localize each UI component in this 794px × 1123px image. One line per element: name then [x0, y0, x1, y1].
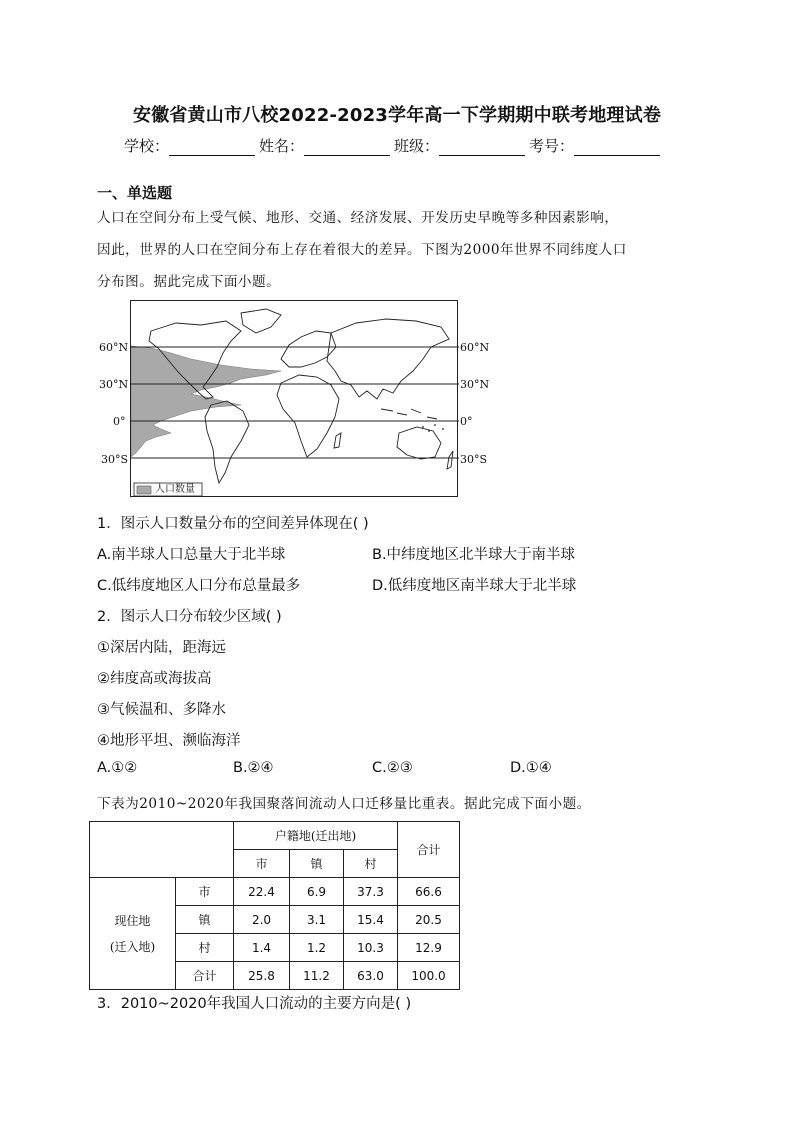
table-cell: 66.6: [398, 878, 460, 906]
name-label: 姓名：: [259, 137, 305, 155]
school-blank[interactable]: [169, 141, 255, 156]
q1-option-a[interactable]: A.南半球人口总量大于北半球: [97, 547, 286, 563]
q2-option-c[interactable]: C.②③: [372, 760, 413, 776]
table-cell: 12.9: [398, 934, 460, 962]
q2-item-3: ③气候温和、多降水: [97, 702, 226, 718]
table-cell: 2.0: [234, 906, 290, 934]
q2-option-b[interactable]: B.②④: [233, 760, 274, 776]
q2-item-4: ④地形平坦、濒临海洋: [97, 733, 241, 749]
table-cell: 25.8: [234, 962, 290, 990]
south-america-outline: [205, 401, 249, 483]
q2-item-2: ②纬度高或海拔高: [97, 671, 212, 687]
table-cell: 63.0: [344, 962, 398, 990]
table-row: [90, 878, 460, 906]
australia-outline: [397, 427, 441, 459]
q2-item-1: ①深居内陆，距海远: [97, 640, 226, 656]
table-cell: 22.4: [234, 878, 290, 906]
q2-option-d[interactable]: D.①④: [510, 760, 552, 776]
number-label: 考号：: [529, 137, 575, 155]
row-label: 村: [176, 934, 234, 962]
col-header-town: 镇: [290, 850, 344, 878]
lat-label-right-0: 0°: [460, 415, 473, 428]
class-label: 班级：: [394, 137, 440, 155]
lat-label-right-30s: 30°S: [460, 453, 488, 466]
q1-option-c[interactable]: C.低纬度地区人口分布总量最多: [97, 578, 301, 594]
class-blank[interactable]: [439, 141, 525, 156]
table-cell: 11.2: [290, 962, 344, 990]
madagascar-outline: [334, 433, 341, 448]
lat-label-left-30n: 30°N: [99, 378, 129, 391]
school-label: 学校：: [124, 137, 170, 155]
africa-outline: [277, 375, 339, 457]
lat-label-left-30s: 30°S: [101, 453, 129, 466]
origin-header: 户籍地(迁出地): [234, 822, 398, 850]
lat-label-right-60n: 60°N: [460, 341, 490, 354]
table-cell: 37.3: [344, 878, 398, 906]
migration-table: [89, 821, 460, 990]
indonesia-islands: [381, 409, 437, 419]
map-svg: [131, 301, 459, 498]
table-cell: 20.5: [398, 906, 460, 934]
q2-option-a[interactable]: A.①②: [97, 760, 138, 776]
row-group-line2: (迁入地): [109, 939, 156, 954]
row-label: 合计: [176, 962, 234, 990]
passage2: 下表为2010~2020年我国聚落间流动人口迁移量比重表。据此完成下面小题。: [97, 796, 591, 812]
page-title: 安徽省黄山市八校2022-2023学年高一下学期期中联考地理试卷: [132, 105, 662, 126]
table-cell: 100.0: [398, 962, 460, 990]
name-blank[interactable]: [304, 141, 390, 156]
table-cell: 10.3: [344, 934, 398, 962]
row-label: 镇: [176, 906, 234, 934]
q3-stem: 3．2010~2020年我国人口流动的主要方向是( ): [97, 996, 412, 1012]
legend-swatch: [137, 486, 151, 494]
passage1-line2: 因此，世界的人口在空间分布上存在着很大的差异。下图为2000年世界不同纬度人口: [97, 242, 627, 258]
q1-stem: 1．图示人口数量分布的空间差异体现在( ): [97, 516, 369, 532]
asia-outline: [327, 319, 449, 399]
table-cell: 1.4: [234, 934, 290, 962]
passage1-line1: 人口在空间分布上受气候、地形、交通、经济发展、开发历史早晚等多种因素影响，: [97, 210, 619, 226]
student-info-line: [124, 135, 664, 156]
q1-option-d[interactable]: D.低纬度地区南半球大于北半球: [372, 578, 577, 594]
legend-label: 人口数量: [155, 484, 195, 495]
q2-stem: 2．图示人口分布较少区域( ): [97, 609, 282, 625]
table-cell: 6.9: [290, 878, 344, 906]
number-blank[interactable]: [574, 141, 660, 156]
new-zealand-outline: [447, 451, 453, 469]
table-cell: 1.2: [290, 934, 344, 962]
lat-label-left-0: 0°: [113, 415, 126, 428]
world-population-map: [130, 300, 458, 497]
q1-option-b[interactable]: B.中纬度地区北半球大于南半球: [372, 547, 576, 563]
col-header-city: 市: [234, 850, 290, 878]
row-label: 市: [176, 878, 234, 906]
passage1-line3: 分布图。据此完成下面小题。: [97, 274, 281, 290]
row-group-line1: 现住地: [114, 913, 151, 928]
table-corner-cell: [90, 822, 234, 878]
total-col-header: 合计: [398, 822, 460, 878]
greenland-outline: [241, 309, 281, 333]
table-cell: 3.1: [290, 906, 344, 934]
col-header-village: 村: [344, 850, 398, 878]
section-heading: 一、单选题: [97, 184, 173, 202]
row-group-header: [90, 878, 176, 990]
lat-label-right-30n: 30°N: [460, 378, 490, 391]
lat-label-left-60n: 60°N: [99, 341, 129, 354]
population-profile: [131, 346, 281, 457]
table-cell: 15.4: [344, 906, 398, 934]
